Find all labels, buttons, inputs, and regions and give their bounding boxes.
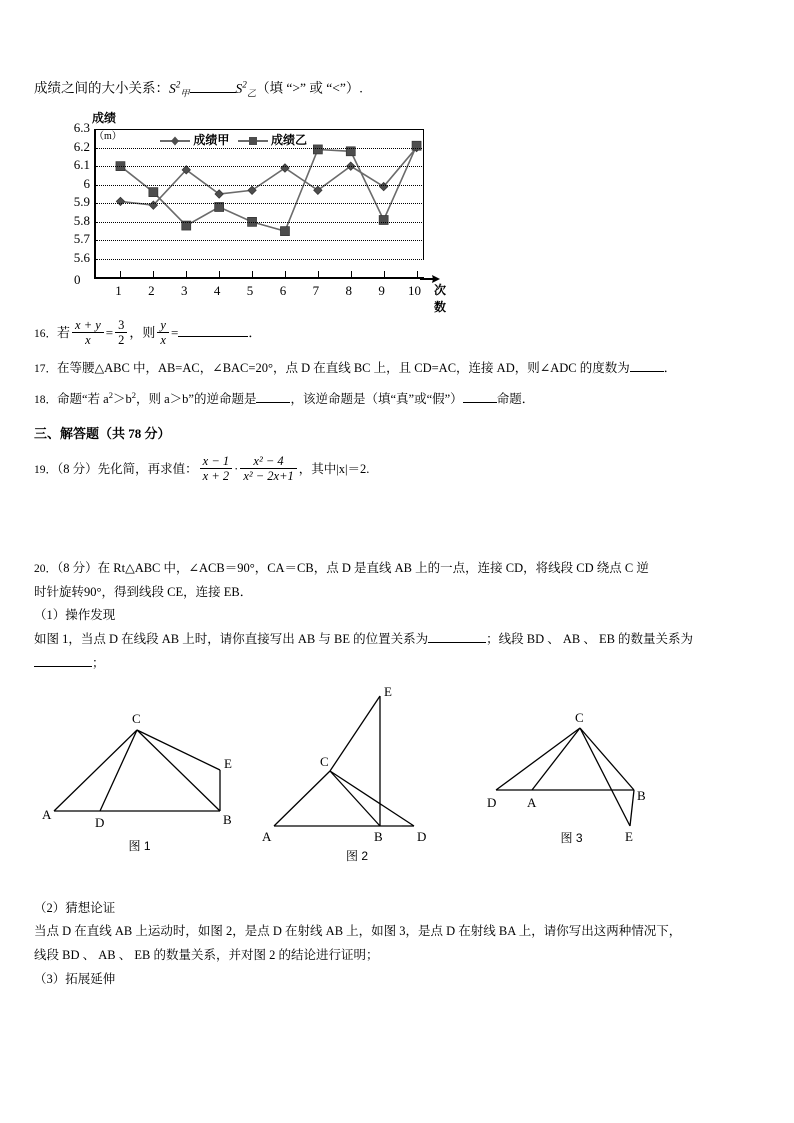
x-axis-title: 次数: [434, 282, 447, 314]
chart-gridline: [96, 222, 424, 223]
figure-3-caption: 图 3: [560, 830, 583, 845]
x-axis-tick: [186, 271, 187, 277]
x-axis-tick: [285, 271, 286, 277]
data-point-marker: [116, 197, 124, 205]
q16-fraction-3: $\frac{y}{x}$: [157, 318, 169, 348]
x-axis-tick-label: 1: [115, 282, 122, 298]
q18-answer-blank-1[interactable]: [256, 402, 290, 403]
q16-number: 16．: [34, 327, 57, 340]
data-point-marker: [280, 227, 289, 236]
q16-answer-blank[interactable]: [178, 336, 248, 337]
x-axis-tick-label: 2: [148, 282, 155, 298]
x-axis-tick-label: 5: [246, 282, 254, 298]
x-axis-tick-label: 4: [213, 282, 221, 298]
q16-period: ．: [248, 324, 262, 340]
top-partial-line: [34, 78, 760, 101]
chart-gridline: [96, 203, 424, 204]
q20-part-2-title: （2）猜想论证: [34, 900, 116, 915]
figure-1-label-A: A: [42, 806, 52, 822]
figure-2: [262, 678, 452, 864]
answer-blank-1[interactable]: [190, 92, 236, 93]
q18-part1: 命题“若 a: [57, 391, 109, 406]
x-axis-tick-label: 10: [408, 282, 422, 298]
q20-part-2-line-1: 当点 D 在直线 AB 上运动时，如图 2，是点 D 在射线 AB 上，如图 3，是点 D 在射线 BA 上，请你写出这两种情况下，: [34, 924, 682, 939]
figures-row: [34, 683, 764, 871]
figure-1-label-D: D: [95, 814, 105, 830]
x-axis-tick: [153, 271, 154, 277]
line-chart: [56, 109, 456, 314]
y-axis-tick-label: 5.6: [73, 249, 90, 265]
figure-1-label-C: C: [132, 710, 141, 726]
q20-answer-blank-2[interactable]: [34, 666, 92, 667]
chart-gridline: [96, 259, 424, 260]
chart-gridline: [96, 166, 424, 167]
legend-marker-jia-icon: [160, 135, 190, 147]
chart-title: 成绩: [92, 110, 117, 125]
x-axis-tick-label: 9: [378, 282, 385, 298]
q16-equals-2: =: [170, 324, 179, 340]
y-axis-tick-label: 5.9: [73, 194, 90, 210]
q16-equals-1: =: [105, 324, 114, 340]
q19-score: （8 分）: [57, 461, 98, 476]
q18-sup2: 2: [131, 389, 136, 400]
q20-line-2: 时针旋转90°，得到线段 CE，连接 EB．: [34, 584, 253, 599]
legend-marker-yi-icon: [238, 135, 268, 147]
q18-number: 18．: [34, 393, 57, 406]
q18-part3: ，则 a＞b”的逆命题是: [136, 391, 257, 406]
x-axis-tick-label: 8: [345, 282, 352, 298]
section-3-title: 三、解答题（共 78 分）: [34, 425, 171, 441]
y-axis-tick-label: 5.8: [73, 212, 90, 228]
x-axis-tick-label: 7: [312, 282, 320, 298]
data-point-marker: [379, 215, 388, 224]
figure-3-label-D: D: [487, 794, 497, 810]
x-axis-tick: [252, 271, 253, 277]
q20-answer-blank-1[interactable]: [428, 642, 486, 643]
q20-p1-text-a: 如图 1，当点 D 在线段 AB 上时，请你直接写出 AB 与 BE 的位置关系为: [34, 632, 429, 647]
q18-part5: 命题．: [496, 391, 535, 406]
q20-part-1-title: （1）操作发现: [34, 608, 116, 623]
legend-label-jia: 成绩甲: [193, 132, 230, 147]
q16-fraction-1: $\frac{x + y}{x}$: [72, 318, 104, 348]
figure-2-label-B: B: [374, 828, 383, 844]
question-18: [34, 387, 760, 412]
chart-y-unit: （m）: [94, 130, 122, 142]
data-point-marker: [412, 141, 421, 150]
q20-p1-semicolon: ；: [92, 655, 105, 670]
q20-part-1-line-2: [34, 652, 760, 676]
x-axis-tick: [351, 271, 352, 277]
q18-part2: ＞b: [112, 391, 132, 406]
y-axis-tick-label: 6.1: [73, 157, 90, 173]
figure-1-label-E: E: [224, 755, 232, 771]
q20-part-1-line-1: [34, 628, 760, 652]
x-axis-arrow-icon: [420, 271, 442, 287]
figure-3-label-B: B: [637, 787, 646, 803]
figure-2-label-C: C: [320, 753, 329, 769]
series-line-yi: [120, 146, 416, 231]
legend-label-yi: 成绩乙: [271, 132, 308, 147]
figure-2-caption: 图 2: [345, 848, 368, 863]
chart-plot-area: [94, 129, 424, 279]
y-axis-origin-label: 0: [74, 271, 81, 287]
data-point-marker: [149, 188, 158, 197]
q20-part-2-line-2: 线段 BD 、 AB 、 EB 的数量关系，并对图 2 的结论进行证明；: [34, 948, 379, 963]
question-16: [34, 319, 760, 349]
q17-number: 17．: [34, 362, 57, 375]
q19-tail: ，其中|x|＝2.: [298, 461, 370, 476]
y-axis-tick-label: 5.7: [73, 231, 90, 247]
figure-3: [482, 698, 677, 846]
variance-symbol-jia: $S^2_甲$: [169, 79, 190, 99]
question-20: [34, 557, 760, 676]
y-axis-tick-label: 6: [83, 175, 90, 191]
q19-number: 19．: [34, 463, 57, 476]
q17-tail: ．: [663, 360, 677, 375]
x-axis-tick-label: 6: [279, 282, 287, 298]
q18-part4: ，该逆命题是（填“真”或“假”）: [290, 391, 463, 406]
figure-2-diagram: [262, 678, 452, 846]
chart-gridline: [96, 240, 424, 241]
q20-part-3-title: （3）拓展延伸: [34, 971, 116, 986]
q20-score: （8 分）: [57, 560, 98, 575]
question-17: [34, 357, 760, 381]
q16-if: 若: [57, 324, 71, 340]
x-axis-tick-label: 3: [181, 282, 188, 298]
variance-symbol-yi: $S^2_乙$: [235, 79, 257, 99]
question-20-continued: [34, 897, 760, 992]
figure-3-label-E: E: [625, 828, 633, 844]
figure-3-diagram: [482, 698, 677, 848]
q19-dot: ·: [234, 461, 239, 476]
chart-gridline: [96, 185, 424, 186]
x-axis-tick: [219, 271, 220, 277]
q18-answer-blank-2[interactable]: [463, 402, 497, 403]
q16-fraction-2: $\frac{3}{2}$: [115, 318, 127, 348]
figure-3-label-C: C: [575, 709, 584, 725]
q20-text-1: 在 Rt△ABC 中，∠ACB＝90°，CA＝CB，点 D 是直线 AB 上的一点，连接 CD，将线段 CD 绕点 C 逆: [97, 560, 649, 575]
q17-text: 在等腰△ABC 中，AB=AC，∠BAC=20°，点 D 在直线 BC 上，且 CD=AC，连接 AD，则∠ADC 的度数为: [57, 360, 630, 375]
figure-1-caption: 图 1: [128, 838, 151, 853]
data-point-marker: [313, 145, 322, 154]
chart-legend: [160, 131, 307, 148]
top-line-suffix: （填 “>” 或 “<”）.: [256, 80, 363, 96]
q19-fraction-2: $\frac{\text{x² − 4}}{\text{x² − 2x+1}}$: [240, 454, 296, 484]
y-axis-labels: [56, 109, 90, 307]
q17-answer-blank[interactable]: [630, 371, 664, 372]
figure-2-label-E: E: [384, 683, 392, 699]
figure-3-label-A: A: [527, 794, 537, 810]
y-axis-tick-label: 6.3: [73, 119, 90, 135]
question-19: [34, 455, 760, 485]
x-axis-tick: [120, 271, 121, 277]
q20-line-1: [34, 557, 760, 581]
y-axis-tick-label: 6.2: [73, 138, 90, 154]
q20-p1-text-b: ；线段 BD 、 AB 、 EB 的数量关系为: [486, 632, 694, 647]
figure-2-label-A: A: [262, 828, 272, 844]
figure-1-label-B: B: [223, 811, 232, 827]
figure-2-label-D: D: [417, 828, 427, 844]
figure-1-diagram: [42, 698, 237, 838]
x-axis-tick: [417, 271, 418, 277]
q19-text: 先化简，再求值：: [97, 461, 198, 476]
x-axis-tick: [384, 271, 385, 277]
q19-fraction-1: $\frac{x - 1}{x + 2}$: [200, 454, 232, 484]
q20-number: 20．: [34, 562, 57, 575]
x-axis-tick: [318, 271, 319, 277]
q18-sup1: 2: [108, 389, 113, 400]
figure-1: [42, 698, 237, 854]
top-line-prefix: 成绩之间的大小关系：: [34, 80, 169, 96]
q16-then: ，则: [129, 324, 156, 340]
